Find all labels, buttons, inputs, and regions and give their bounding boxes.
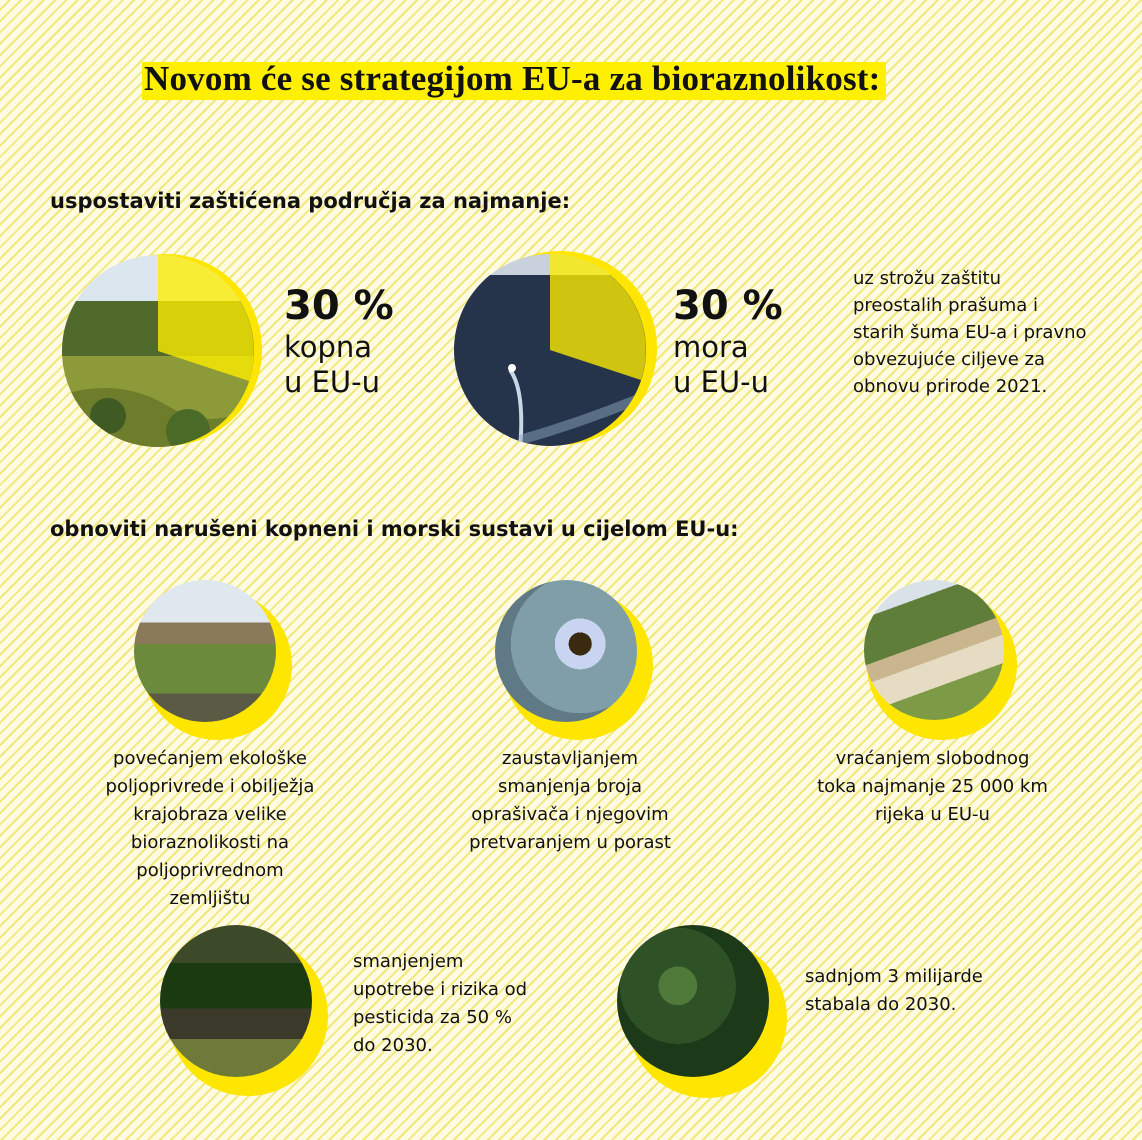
note-line: preostalih prašuma i [853,295,1039,316]
note-line: uz strožu zaštitu [853,268,1001,289]
caption-line: poljoprivrednom [136,860,284,881]
section-heading-restore: obnoviti narušeni kopneni i morski sustavi u cijelom EU-u: [50,517,739,541]
page-title: Novom će se strategijom EU-a za bioraznolikost: [142,62,886,100]
river-valley-photo [864,580,1004,720]
bee-flower-photo [495,580,637,722]
bee-caption [440,745,700,857]
caption-line: poljoprivrede i obilježja [105,776,315,797]
caption-line: vraćanjem slobodnog [835,748,1030,769]
river-caption [800,745,1065,829]
note-line: obnovu prirode 2021. [853,376,1048,397]
caption-line: toka najmanje 25 000 km [817,776,1048,797]
caption-line: zemljištu [169,888,251,909]
sea-region: u EU-u [673,365,769,399]
trees-caption [805,963,983,1019]
caption-line: upotrebe i rizika od [353,979,528,1000]
caption-line: sadnjom 3 milijarde [805,966,983,987]
caption-line: do 2030. [353,1035,433,1056]
section-heading-protected: uspostaviti zaštićena područja za najmanje: [50,189,571,213]
sea-circle-graphic [450,240,670,460]
land-label: kopna [284,330,373,364]
caption-line: povećanjem ekološke [113,748,307,769]
protection-note [853,265,1087,400]
pesticide-caption [353,948,527,1060]
sea-label: mora [673,330,749,364]
note-line: obvezujuće ciljeve za [853,349,1046,370]
caption-line: zaustavljanjem [501,748,639,769]
land-percent: 30 % [284,283,394,329]
caption-line: pesticida za 50 % [353,1007,512,1028]
caption-line: krajobraza velike [133,804,287,825]
note-line: starih šuma EU-a i pravno [853,322,1087,343]
tractor-field-photo [160,925,312,1077]
farm-cows-photo [134,580,276,722]
caption-line: rijeka u EU-u [875,804,990,825]
caption-line: stabala do 2030. [805,994,957,1015]
caption-line: smanjenjem [353,951,464,972]
caption-line: smanjenja broja [497,776,643,797]
sea-percent: 30 % [673,283,783,329]
caption-line: bioraznolikosti na [130,832,290,853]
forest-trees-photo [617,925,769,1077]
land-region: u EU-u [284,365,380,399]
land-circle-graphic [58,246,268,456]
caption-line: pretvaranjem u porast [469,832,671,853]
farm-caption [80,745,340,913]
caption-line: oprašivača i njegovim [471,804,669,825]
